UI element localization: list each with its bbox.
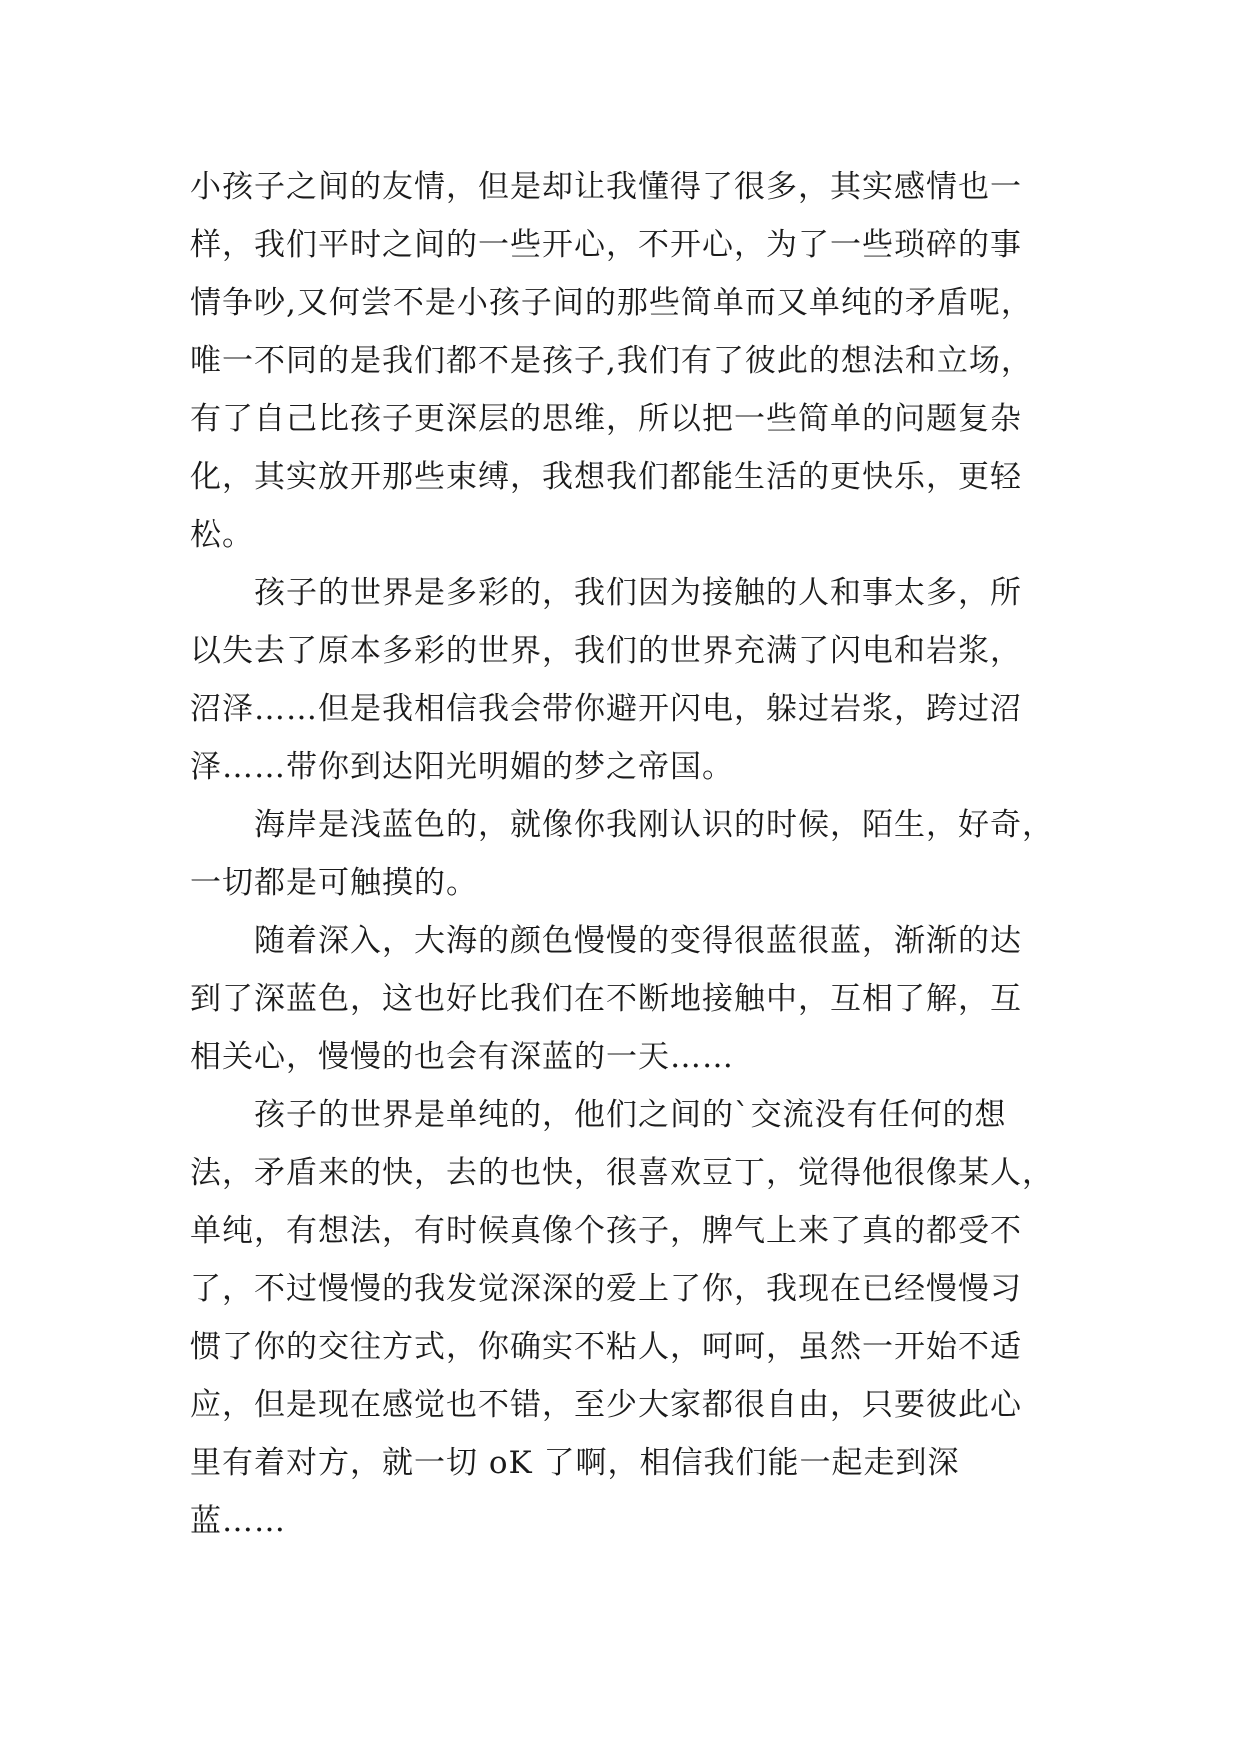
- text-line: 松。: [190, 517, 254, 553]
- text-line: 化，其实放开那些束缚，我想我们都能生活的更快乐，更轻: [190, 459, 1022, 495]
- text-line: 样，我们平时之间的一些开心，不开心，为了一些琐碎的事: [190, 227, 1022, 263]
- text-line: 泽……带你到达阳光明媚的梦之帝国。: [190, 749, 734, 785]
- text-line: 应，但是现在感觉也不错，至少大家都很自由，只要彼此心: [190, 1387, 1022, 1423]
- text-line: 了，不过慢慢的我发觉深深的爱上了你，我现在已经慢慢习: [190, 1271, 1022, 1307]
- text-line: 相关心，慢慢的也会有深蓝的一天……: [190, 1039, 734, 1075]
- paragraph-first-line: 孩子的世界是多彩的，我们因为接触的人和事太多，所: [254, 575, 1022, 611]
- paragraph-first-line: 孩子的世界是单纯的，他们之间的`交流没有任何的想: [254, 1097, 1007, 1133]
- text-line: 蓝……: [190, 1503, 286, 1539]
- text-line: 有了自己比孩子更深层的思维，所以把一些简单的问题复杂: [190, 401, 1022, 437]
- text-line: 一切都是可触摸的。: [190, 865, 478, 901]
- document-body: [190, 158, 1090, 1550]
- text-line: 情争吵,又何尝不是小孩子间的那些简单而又单纯的矛盾呢，: [190, 285, 1033, 321]
- text-line: 小孩子之间的友情，但是却让我懂得了很多，其实感情也一: [190, 169, 1022, 205]
- text-line: 单纯，有想法，有时候真像个孩子，脾气上来了真的都受不: [190, 1213, 1022, 1249]
- text-line: 里有着对方，就一切 oK 了啊，相信我们能一起走到深: [190, 1445, 960, 1481]
- text-line: 唯一不同的是我们都不是孩子,我们有了彼此的想法和立场，: [190, 343, 1033, 379]
- text-line: 到了深蓝色，这也好比我们在不断地接触中，互相了解，互: [190, 981, 1022, 1017]
- text-line: 以失去了原本多彩的世界，我们的世界充满了闪电和岩浆，: [190, 633, 1022, 669]
- text-line: 沼泽……但是我相信我会带你避开闪电，躲过岩浆，跨过沼: [190, 691, 1022, 727]
- text-line: 惯了你的交往方式，你确实不粘人，呵呵，虽然一开始不适: [190, 1329, 1022, 1365]
- paragraph-first-line: 海岸是浅蓝色的，就像你我刚认识的时候，陌生，好奇，: [254, 807, 1054, 843]
- text-line: 法，矛盾来的快，去的也快，很喜欢豆丁，觉得他很像某人，: [190, 1155, 1054, 1191]
- paragraph-first-line: 随着深入，大海的颜色慢慢的变得很蓝很蓝，渐渐的达: [254, 923, 1022, 959]
